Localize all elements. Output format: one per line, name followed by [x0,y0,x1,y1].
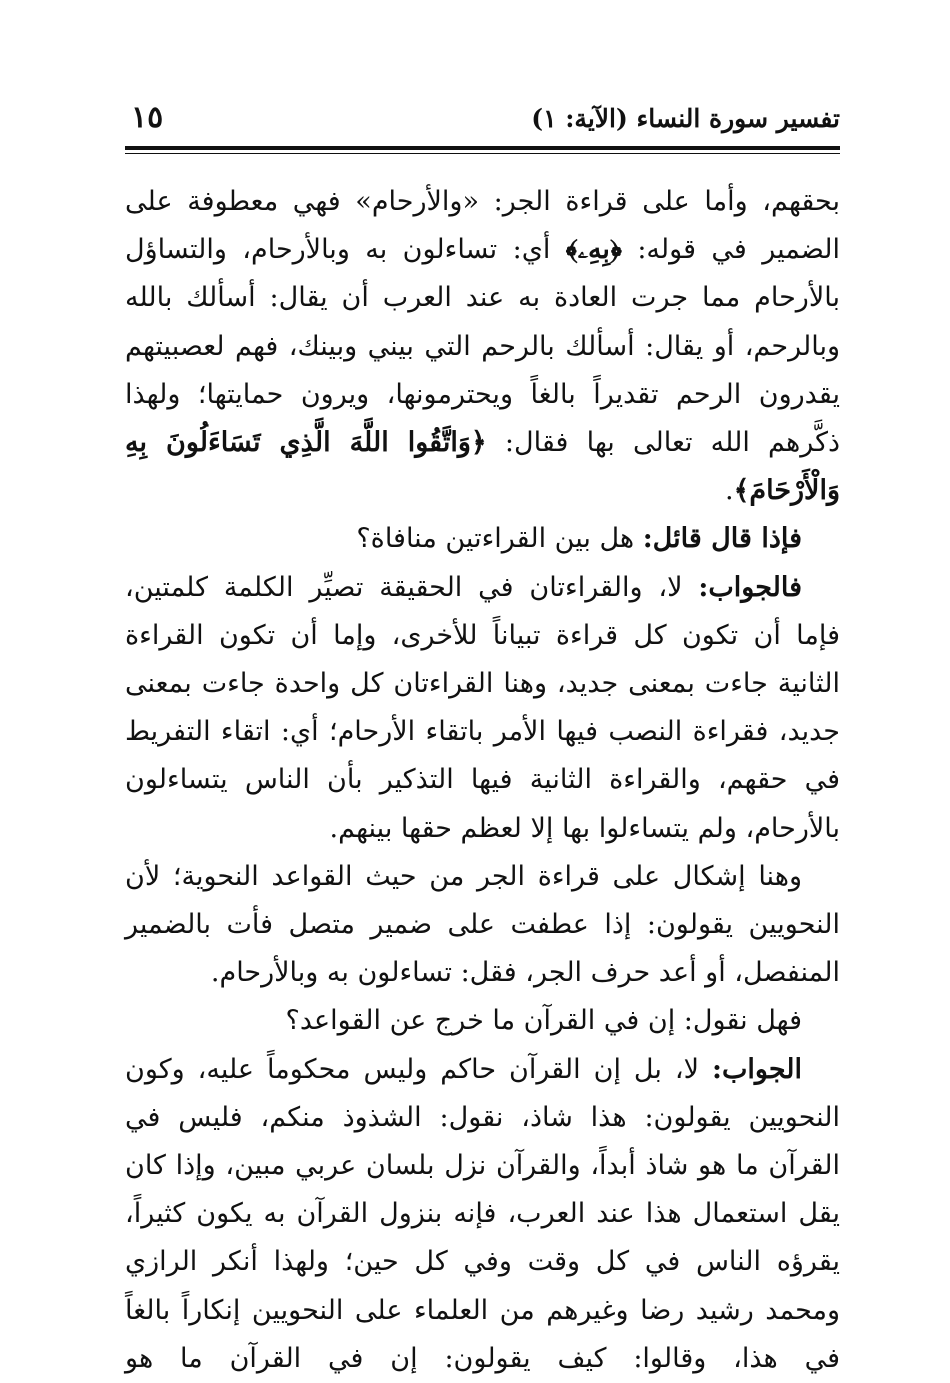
page-body [125,178,840,1383]
header-title: تفسير سورة النساء (الآية: ١) [531,104,840,133]
header-rule-thin [125,153,840,154]
paragraph-text: فهل نقول: إن في القرآن ما خرج عن القواعد؟ [285,1005,802,1037]
paragraph-text: لا، والقراءتان في الحقيقة تصيِّر الكلمة كلمتين، فإما أن تكون كل قراءة تبياناً للأخرى، وإما أن تكون القراءة الثانية جاءت بمعنى جديد، وهنا القراءتان كل واحدة جاءت بمعنى جديد، فقراءة النصب فيها الأمر باتقاء الأرحام؛ أي: اتقاء التفريط في حقهم، والقراءة الثانية فيها التذكير بأن الناس يتساءلون بالأرحام، ولم يتساءلوا بها إلا لعظم حقها بينهم. [125,571,840,844]
paragraph-text: . [724,475,734,507]
paragraph-text: لا، بل إن القرآن حاكم وليس محكوماً عليه، وكون النحويين يقولون: هذا شاذ، نقول: الشذوذ منكم، فليس في القرآن ما هو شاذ أبداً، والقرآن نزل بلسان عربي مبين، وإذا كان يقل استعمال هذا عند العرب، فإنه بنزول القرآن به يكون كثيراً، يقرؤه الناس في كل وقت وفي كل حين؛ ولهذا أنكر الرازي ومحمد رشيد رضا وغيرهم من العلماء على النحويين إنكاراً بالغاً في هذا، وقالوا: كيف يقولون: إن في القرآن ما هو [125,1053,840,1374]
paragraph-text: هل بين القراءتين منافاة؟ [356,523,643,555]
paragraph-4 [125,853,840,998]
paragraph-1 [125,178,840,515]
lead-phrase: فالجواب: [698,571,802,603]
page-number: ١٥ [131,100,164,135]
paragraph-text: بحقهم، وأما على قراءة الجر: «والأرحام» فهي معطوفة على الضمير في قوله: [125,186,841,266]
paragraph-6 [125,1046,840,1383]
header-rule-thick [125,146,840,150]
paragraph-2 [125,515,840,563]
paragraph-text: أي: تساءلون به وبالأرحام، والتساؤل بالأرحام مما جرت العادة به عند العرب أن يقال: أسألك بالله وبالرحم، أو يقال: أسألك بالرحم التي بيني وبينك، فهم لعصبيتهم يقدرون الرحم تقديراً بالغاً ويحترمونها، ويرون حمايتها؛ ولهذا ذكَّرهم الله تعالى بها فقال: [125,234,840,459]
paragraph-5 [125,997,840,1045]
lead-phrase: فإذا قال قائل: [642,523,802,555]
paragraph-text: وهنا إشكال على قراءة الجر من حيث القواعد النحوية؛ لأن النحويين يقولون: إذا عطفت على ضمير متصل فأت بالضمير المنفصل، أو أعد حرف الجر، فقل: تساءلون به وبالأرحام. [125,860,840,989]
lead-phrase: الجواب: [712,1053,802,1085]
running-header [125,100,840,146]
paragraph-3 [125,564,840,853]
quran-quote: ﴿وَاتَّقُوا اللَّهَ الَّذِي تَسَاءَلُونَ بِهِ وَالْأَرْحَامَ﴾ [125,427,840,507]
quran-quote: ﴿بِهِۦ﴾ [565,234,622,266]
